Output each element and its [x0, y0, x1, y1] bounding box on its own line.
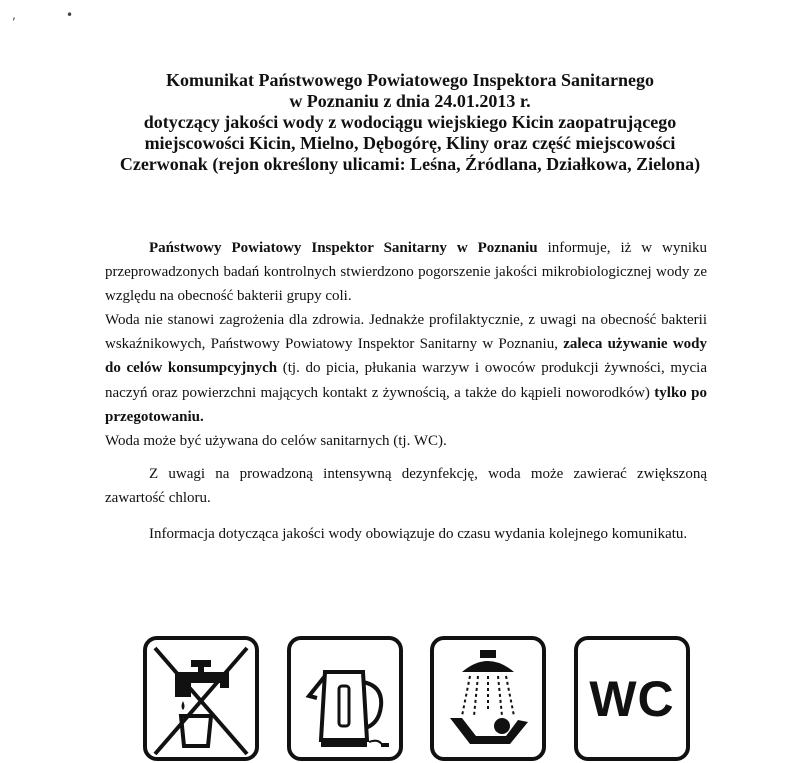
baby-bath-icon — [430, 636, 546, 761]
kettle-boil-icon — [287, 636, 403, 761]
document-title — [20, 70, 800, 175]
paragraph-chlorine: Z uwagi na prowadzoną intensywną dezynfekcję, woda może zawierać zwiększoną zawartość chloru. — [105, 465, 707, 506]
title-line-4: miejscowości Kicin, Mielno, Dębogórę, Kliny oraz część miejscowości — [144, 133, 676, 153]
paragraph-recommendation — [105, 308, 707, 428]
recommendation-intro: Woda nie stanowi zagrożenia dla zdrowia. Jednakże profilaktycznie, z uwagi na obecność bakterii wskaźnikowych, Państwowy Powiatowy Inspektor Sanitarny w Poznaniu, — [105, 312, 707, 353]
wc-label: WC — [589, 671, 675, 727]
paragraph-announcement — [105, 236, 707, 308]
no-drinking-tap-water-icon — [143, 636, 259, 761]
kettle-graphic — [297, 646, 393, 756]
document-body — [105, 236, 707, 546]
scan-mark-left: , — [12, 8, 16, 22]
title-line-2: w Poznaniu z dnia 24.01.2013 r. — [289, 91, 531, 111]
inspector-name: Państwowy Powiatowy Inspektor Sanitarny w Poznaniu — [149, 240, 538, 256]
paragraph-announcement-text: informuje, iż w wyniku przeprowadzonych badań kontrolnych stwierdzono pogorszenie jakości mikrobiologicznej wody ze względu na obecność bakterii grupy coli. — [105, 240, 707, 305]
baby-bath-graphic — [440, 646, 536, 756]
recommendation-details: (tj. do picia, płukania warzyw i owoców produkcji żywności, mycia naczyń oraz powierzchni mających kontakt z żywnością, a także do kąpieli noworodków) — [105, 360, 707, 401]
recommendation-boil-only: tylko po przegotowaniu. — [105, 384, 707, 425]
wc-icon — [574, 636, 690, 761]
scan-mark-right: • — [66, 8, 74, 22]
paragraph-validity: Informacja dotycząca jakości wody obowiązuje do czasu wydania kolejnego komunikatu. — [149, 526, 688, 543]
title-line-5: Czerwonak (rejon określony ulicami: Leśna, Źródlana, Działkowa, Zielona) — [119, 154, 701, 174]
title-line-3: dotyczący jakości wody z wodociągu wiejskiego Kicin zaopatrującego — [143, 112, 677, 132]
no-drinking-graphic — [153, 646, 249, 756]
recommendation-bold: zaleca używanie wody do celów konsumpcyjnych — [105, 336, 707, 377]
title-line-1: Komunikat Państwowego Powiatowego Inspektora Sanitarnego — [165, 70, 654, 90]
paragraph-sanitary-use: Woda może być używana do celów sanitarnych (tj. WC). — [105, 432, 447, 449]
pictogram-row — [0, 636, 800, 763]
